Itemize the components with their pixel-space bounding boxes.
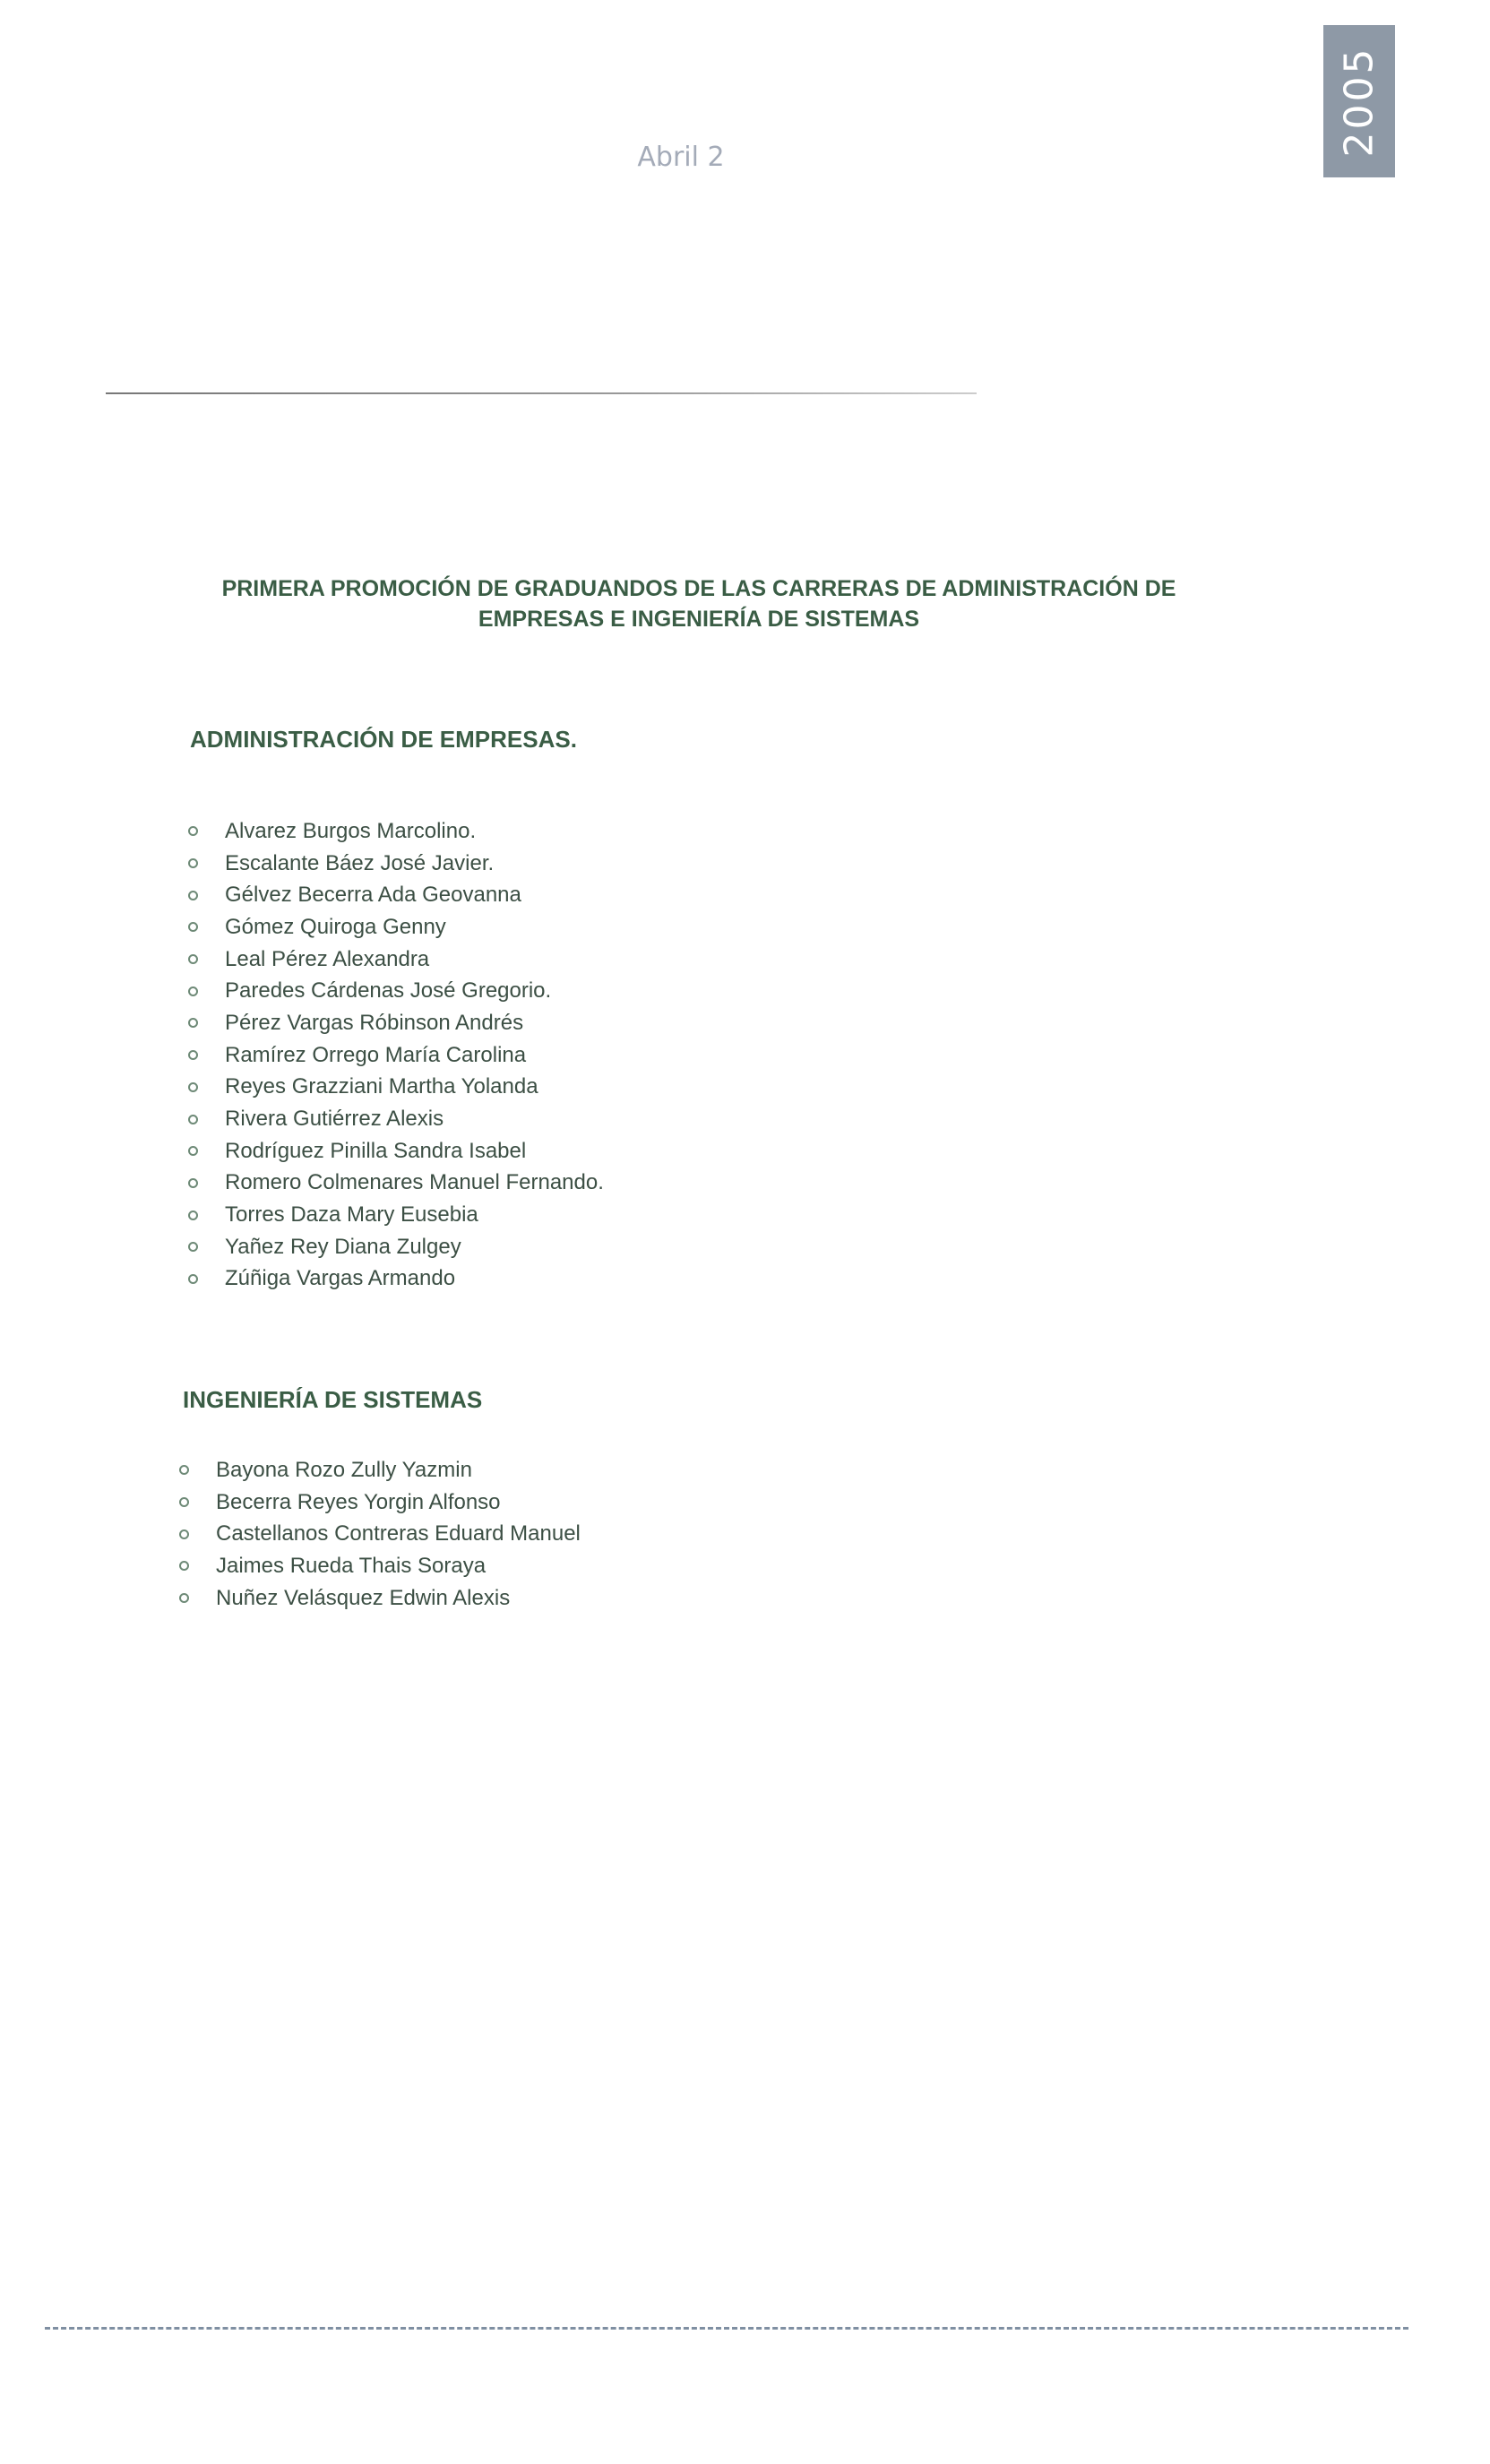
document-title [188,573,1210,634]
list-item [179,1518,581,1550]
bullet-icon [188,1274,198,1284]
list-item [179,1582,581,1615]
graduate-name: Jaimes Rueda Thais Soraya [216,1553,487,1578]
list-item [188,1231,604,1263]
graduate-name: Nuñez Velásquez Edwin Alexis [216,1585,511,1610]
graduate-name: Ramírez Orrego María Carolina [225,1042,527,1067]
bullet-icon [188,1050,198,1060]
bullet-icon [188,1018,198,1028]
graduate-name: Leal Pérez Alexandra [225,946,430,971]
bullet-icon [179,1497,189,1507]
bullet-icon [179,1593,189,1603]
section-heading-sistemas: INGENIERÍA DE SISTEMAS [183,1386,483,1413]
bullet-icon [188,986,198,996]
bullet-icon [179,1465,189,1475]
graduate-name: Paredes Cárdenas José Gregorio. [225,978,552,1004]
graduate-name: Rivera Gutiérrez Alexis [225,1107,444,1132]
bullet-icon [188,1178,198,1188]
graduate-name: Escalante Báez José Javier. [225,850,495,875]
graduate-name: Romero Colmenares Manuel Fernando. [225,1170,604,1195]
graduate-name: Bayona Rozo Zully Yazmin [216,1457,472,1482]
admin-graduates-list [188,815,604,1295]
graduate-name: Rodríguez Pinilla Sandra Isabel [225,1138,527,1163]
list-item [179,1454,581,1486]
list-item [188,1263,604,1296]
list-item [188,815,604,848]
bullet-icon [188,1115,198,1124]
list-item [188,1072,604,1104]
bullet-icon [188,922,198,932]
year-label: 2005 [1336,46,1382,157]
list-item [188,911,604,943]
bullet-icon [188,891,198,900]
list-item [188,1007,604,1039]
bullet-icon [188,1082,198,1092]
bullet-icon [188,826,198,836]
graduate-name: Castellanos Contreras Eduard Manuel [216,1521,581,1546]
graduate-name: Alvarez Burgos Marcolino. [225,818,477,843]
bullet-icon [188,1146,198,1156]
list-item [188,1199,604,1231]
list-item [188,848,604,880]
bullet-icon [188,1210,198,1220]
list-item [188,1103,604,1135]
graduate-name: Zúñiga Vargas Armando [225,1266,456,1291]
bottom-divider [45,2327,1408,2330]
bullet-icon [188,858,198,868]
graduate-name: Pérez Vargas Róbinson Andrés [225,1010,524,1035]
graduate-name: Gómez Quiroga Genny [225,914,446,939]
list-item [188,1039,604,1072]
list-item [188,879,604,911]
title-line-1: PRIMERA PROMOCIÓN DE GRADUANDOS DE LAS CARRERAS DE ADMINISTRACIÓN DE [221,576,1176,601]
list-item [179,1486,581,1519]
bullet-icon [179,1529,189,1539]
graduate-name: Gélvez Becerra Ada Geovanna [225,883,521,908]
graduate-name: Becerra Reyes Yorgin Alfonso [216,1489,501,1514]
sistemas-graduates-list [179,1454,581,1614]
top-divider [106,392,977,394]
graduate-name: Torres Daza Mary Eusebia [225,1202,478,1228]
list-item [188,1135,604,1167]
graduate-name: Reyes Grazziani Martha Yolanda [225,1074,538,1099]
graduate-name: Yañez Rey Diana Zulgey [225,1234,461,1259]
bullet-icon [188,1242,198,1252]
list-item [188,1167,604,1200]
bullet-icon [179,1561,189,1571]
title-line-2: EMPRESAS E INGENIERÍA DE SISTEMAS [478,607,920,632]
list-item [188,975,604,1007]
list-item [179,1550,581,1582]
list-item [188,943,604,976]
bullet-icon [188,954,198,964]
section-heading-admin: ADMINISTRACIÓN DE EMPRESAS. [190,726,577,753]
year-tab [1323,25,1395,177]
page-date: Abril 2 [637,142,725,173]
